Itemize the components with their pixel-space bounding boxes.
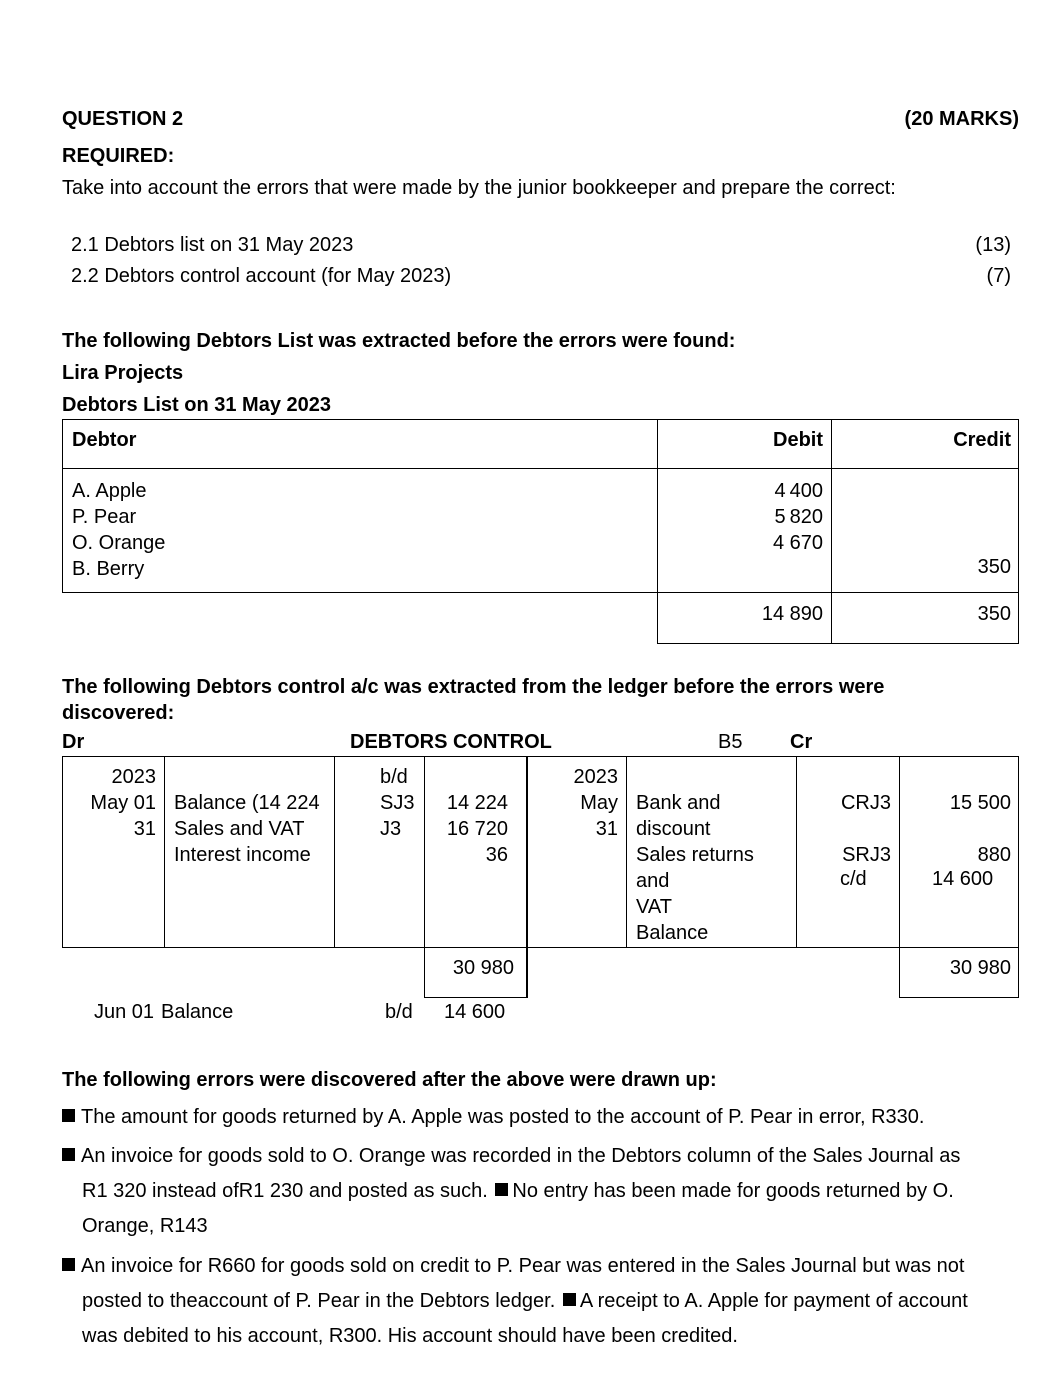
error-text: R1 320 instead ofR1 230 and posted as such. [82,1180,488,1202]
credit-value: 350 [977,556,1011,578]
debit-amount: 36 [485,844,508,866]
debit-total: 14 890 [761,603,823,625]
debit-amounts [447,790,508,868]
debit-amount: 14 224 [446,792,508,814]
debit-date: 31 [133,818,156,840]
debtor-names [72,478,165,582]
error-item-3 [62,1249,1019,1354]
task-2-2-marks: (7) [986,265,1011,287]
bd-date: Jun 01 [94,1001,155,1023]
credit-column-header: Credit [953,429,1011,451]
errors-heading: The following errors were discovered after the above were drawn up: [62,1069,717,1091]
credit-amount [950,816,1011,842]
debit-date: 2023 [111,766,156,788]
credit-dates [574,764,619,842]
debtor-name: B. Berry [72,558,145,580]
company-name: Lira Projects [62,362,184,384]
debit-folio: SJ3 [380,792,415,814]
credit-detail: Balance [636,922,709,944]
error-text: posted to theaccount of P. Pear in the Debtors ledger. [82,1290,556,1312]
bullet-square-icon [563,1293,576,1306]
debit-value: 5 820 [774,506,823,528]
credit-detail: Bank and [636,792,721,814]
credit-date: 2023 [573,766,618,788]
question-marks: (20 MARKS) [904,108,1019,130]
control-account-title: DEBTORS CONTROL [350,731,552,753]
bullet-square-icon [62,1148,75,1161]
debtor-name: O. Orange [72,532,166,554]
debit-values [773,478,823,556]
error-item-1 [62,1100,1019,1135]
credit-date: 31 [595,818,618,840]
error-text: An invoice for goods sold to O. Orange was recorded in the Debtors column of the Sales Journal as [81,1145,961,1167]
debtor-name: P. Pear [72,506,137,528]
debtors-list-intro: The following Debtors List was extracted before the errors were found: [62,330,736,352]
dr-label: Dr [62,731,85,753]
debit-details [174,790,320,868]
debit-side-total: 30 980 [452,957,514,979]
credit-folios [841,790,891,868]
credit-amount: 880 [977,844,1011,866]
bd-detail: Balance [161,1001,234,1023]
error-text: An invoice for R660 for goods sold on credit to P. Pear was entered in the Sales Journal but was not [81,1255,965,1277]
debit-detail: Interest income [174,844,311,866]
credit-folio: c/d [840,868,867,890]
credit-amount: 14 600 [932,868,994,890]
debit-column-header: Debit [773,429,823,451]
error-item-2 [62,1139,1019,1244]
error-text: A receipt to A. Apple for payment of account [579,1290,968,1312]
required-heading: REQUIRED: [62,145,175,167]
credit-date: May [580,792,618,814]
debit-folio: b/d [380,766,408,788]
debit-amount: 16 720 [446,818,508,840]
credit-detail: and [636,870,670,892]
credit-side-total: 30 980 [949,957,1011,979]
debit-folio: J3 [380,818,402,840]
debtor-column-header: Debtor [72,429,137,451]
credit-detail: Sales returns [636,844,754,866]
bullet-square-icon [62,1258,75,1271]
credit-amounts [950,790,1011,868]
instruction-text: Take into account the errors that were made by the junior bookkeeper and prepare the correct: [62,177,896,199]
debit-dates [90,764,156,842]
bd-amount: 14 600 [444,1001,506,1023]
debtor-name: A. Apple [72,480,147,502]
credit-folio: CRJ3 [840,792,891,814]
credit-folio: SRJ3 [842,844,891,866]
cr-label: Cr [790,731,813,753]
debit-detail: Balance (14 224 [174,792,320,814]
error-text: Orange, R143 [82,1215,208,1237]
credit-amount: 15 500 [949,792,1011,814]
debtors-list-title: Debtors List on 31 May 2023 [62,394,331,416]
credit-details [636,790,754,946]
folio-number: B5 [718,731,743,753]
debit-folios [380,764,408,790]
control-account-intro: The following Debtors control a/c was extracted from the ledger before the errors were discovered: [62,676,885,724]
error-text: No entry has been made for goods returned by O. [512,1180,954,1202]
credit-folio [841,816,891,842]
credit-detail: VAT [636,896,672,918]
bullet-square-icon [495,1183,508,1196]
bullet-square-icon [62,1109,75,1122]
debit-value: 4 400 [774,480,823,502]
task-2-1-marks: (13) [975,234,1011,256]
task-2-2-label: 2.2 Debtors control account (for May 2023) [71,265,452,287]
error-text: The amount for goods returned by A. Apple was posted to the account of P. Pear in error, R330. [81,1106,925,1128]
debit-folios-lower [380,790,414,842]
error-text: was debited to his account, R300. His account should have been credited. [82,1325,738,1347]
credit-total: 350 [977,603,1011,625]
debit-detail: Sales and VAT [174,818,305,840]
question-title: QUESTION 2 [62,108,184,130]
bd-folio: b/d [385,1001,413,1023]
debit-value: 4 670 [772,532,823,554]
task-2-1-label: 2.1 Debtors list on 31 May 2023 [71,234,354,256]
credit-detail: discount [636,818,711,840]
debit-date: May 01 [90,792,156,814]
